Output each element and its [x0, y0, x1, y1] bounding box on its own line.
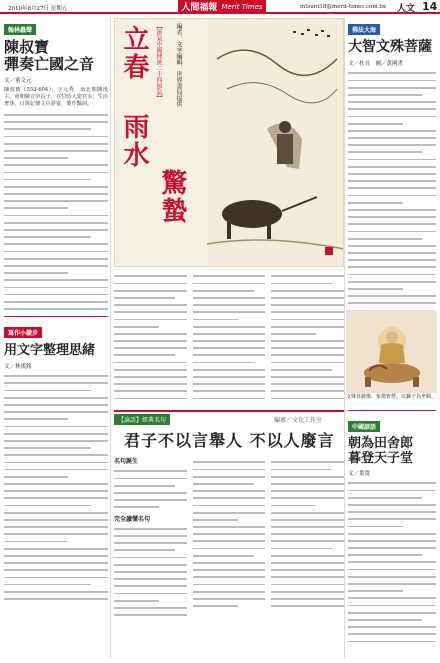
- article-title: 用文字整理思緒: [4, 342, 96, 358]
- feature-article-body: [114, 270, 344, 405]
- subheading: 名句誕生: [114, 458, 139, 465]
- page-number: 14: [422, 0, 438, 13]
- hero-caption: 編者．文字編輯．世界書局提供: [175, 23, 182, 107]
- left-column: [4, 17, 108, 659]
- title-line: 朝為田舍郎: [348, 436, 414, 451]
- byline: 文／葉寬: [348, 471, 371, 477]
- byline: 文／林漢銘: [4, 363, 32, 370]
- masthead: [0, 0, 440, 14]
- article-body-lines: [348, 482, 436, 642]
- subheading: 完全讀懂名句: [114, 515, 151, 523]
- hero-title-2: 雨水: [119, 113, 149, 169]
- logo-en: Merit Times: [221, 2, 263, 11]
- column-tag: 【論語】經典名句: [114, 414, 170, 425]
- right-column: [348, 17, 436, 307]
- hero-title-3: 驚蟄: [157, 169, 187, 225]
- hero-title-1: 立春: [119, 25, 149, 81]
- classics-article-body: [114, 456, 344, 656]
- feature-hero: [114, 18, 344, 267]
- article-body-lines: [4, 375, 108, 600]
- title-line: 暮登天子堂: [348, 451, 414, 466]
- hero-caption-red: 【節氣中國傳統二十四節氣】: [155, 23, 162, 101]
- logo-cn: 人間福報: [181, 3, 218, 13]
- byline: 文／董文元: [4, 78, 32, 84]
- column-credit: 編審／文化工作室: [274, 417, 323, 424]
- title-line: 彈奏亡國之音: [4, 55, 95, 73]
- column-tag: 中國諺語: [348, 421, 380, 432]
- column-tag: 翰林蟲聲: [4, 24, 36, 35]
- byline: 文／杜長 圖／黃國書: [348, 61, 404, 67]
- article-title: [348, 436, 436, 466]
- bodhisattva-image: [346, 310, 436, 392]
- article-headline: 君子不以言舉人 不以人廢言: [124, 431, 335, 450]
- article-body-lines: [4, 114, 108, 310]
- proverb-article: [348, 410, 436, 660]
- article-intro: 陳叔寶（553-604），字元秀，南北朝陳後主。南朝陳宣帝長子，在位時大建宮室，生活奢侈，日與妃嬪文臣游宴，製作豔詞。: [4, 87, 108, 108]
- article-title: [4, 39, 108, 73]
- article-body-lines: [348, 72, 436, 304]
- ink-painting-image: [207, 19, 344, 267]
- image-caption: 文殊菩薩像，象徵智慧，以獅子為坐騎。: [346, 394, 437, 400]
- column-divider: [344, 18, 345, 658]
- column-tag: 寫作小撇步: [4, 327, 42, 338]
- section-name: 人文: [397, 4, 416, 14]
- column-divider: [110, 18, 111, 658]
- classics-section-header: [114, 410, 344, 454]
- contact-email: mtsunt18@merit-times.com.tw: [300, 4, 387, 10]
- title-line: 陳叔寶: [4, 38, 50, 56]
- issue-date: 2010年8月27日 星期五: [8, 6, 68, 12]
- article-title: 大智文殊菩薩: [348, 39, 432, 55]
- column-tag: 佛法大海: [348, 24, 380, 35]
- newspaper-logo: [178, 0, 266, 13]
